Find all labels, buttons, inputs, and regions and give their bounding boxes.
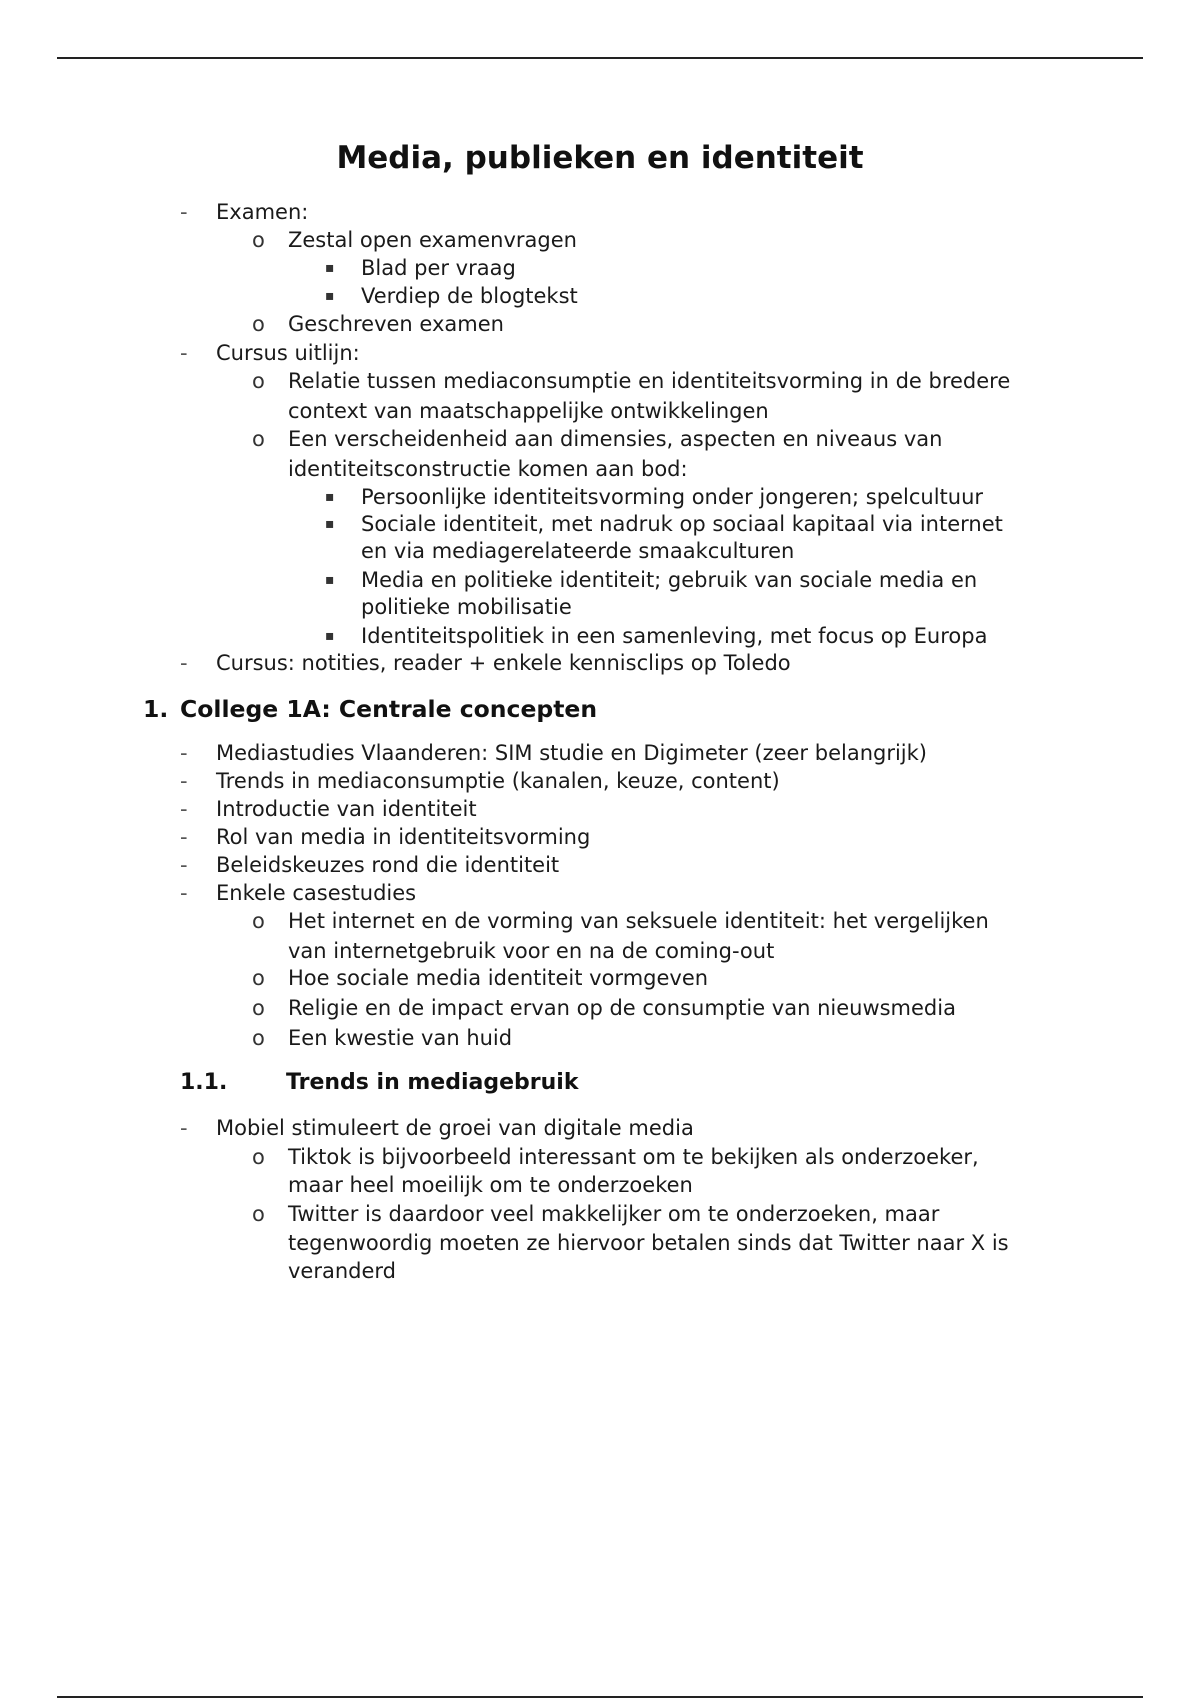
list-item: Beleidskeuzes rond die identiteit bbox=[216, 853, 560, 877]
circle-bullet: o bbox=[252, 1026, 265, 1050]
list-item-case-social-media: Hoe sociale media identiteit vormgeven bbox=[288, 966, 709, 990]
list-item: Rol van media in identiteitsvorming bbox=[216, 825, 591, 849]
circle-bullet: o bbox=[252, 1145, 265, 1169]
dash-bullet: - bbox=[180, 200, 188, 224]
list-item-course-materials: Cursus: notities, reader + enkele kennisclips op Toledo bbox=[216, 651, 791, 675]
circle-bullet: o bbox=[252, 1202, 265, 1226]
list-item-case-skin: Een kwestie van huid bbox=[288, 1026, 513, 1050]
list-item: Enkele casestudies bbox=[216, 881, 417, 905]
circle-bullet: o bbox=[252, 369, 265, 393]
square-bullet: ▪ bbox=[325, 572, 335, 588]
list-item: Trends in mediaconsumptie (kanalen, keuze, content) bbox=[216, 769, 780, 793]
square-bullet: ▪ bbox=[325, 628, 335, 644]
circle-bullet: o bbox=[252, 909, 265, 933]
list-item-case-sexual-identity: Het internet en de vorming van seksuele identiteit: het vergelijken bbox=[288, 909, 989, 933]
page-title: Media, publieken en identiteit bbox=[336, 140, 864, 176]
list-item-blog-text: Verdiep de blogtekst bbox=[361, 284, 578, 308]
list-item-tiktok: Tiktok is bijvoorbeeld interessant om te bekijken als onderzoeker, bbox=[288, 1145, 979, 1169]
list-item-diversity: Een verscheidenheid aan dimensies, aspecten en niveaus van bbox=[288, 427, 943, 451]
list-item-topic-social-cont: en via mediagerelateerde smaakculturen bbox=[361, 539, 795, 563]
dash-bullet: - bbox=[180, 797, 188, 821]
dash-bullet: - bbox=[180, 825, 188, 849]
square-bullet: ▪ bbox=[325, 260, 335, 276]
list-item-mobile: Mobiel stimuleert de groei van digitale media bbox=[216, 1116, 694, 1140]
section-1-1-number: 1.1. bbox=[180, 1070, 228, 1095]
list-item-topic-political: Media en politieke identiteit; gebruik van sociale media en bbox=[361, 568, 978, 592]
dash-bullet: - bbox=[180, 881, 188, 905]
square-bullet: ▪ bbox=[325, 288, 335, 304]
list-item: Introductie van identiteit bbox=[216, 797, 477, 821]
list-item-course-outline: Cursus uitlijn: bbox=[216, 341, 360, 365]
list-item: Mediastudies Vlaanderen: SIM studie en Digimeter (zeer belangrijk) bbox=[216, 741, 927, 765]
list-item-topic-social: Sociale identiteit, met nadruk op sociaal kapitaal via internet bbox=[361, 512, 1003, 536]
list-item-case-religion: Religie en de impact ervan op de consumptie van nieuwsmedia bbox=[288, 996, 956, 1020]
dash-bullet: - bbox=[180, 341, 188, 365]
circle-bullet: o bbox=[252, 996, 265, 1020]
dash-bullet: - bbox=[180, 853, 188, 877]
footer-rule bbox=[57, 1696, 1143, 1698]
circle-bullet: o bbox=[252, 966, 265, 990]
list-item-exam: Examen: bbox=[216, 200, 309, 224]
list-item-diversity-cont: identiteitsconstructie komen aan bod: bbox=[288, 457, 688, 481]
list-item-twitter: Twitter is daardoor veel makkelijker om te onderzoeken, maar bbox=[288, 1202, 940, 1226]
dash-bullet: - bbox=[180, 651, 188, 675]
circle-bullet: o bbox=[252, 427, 265, 451]
circle-bullet: o bbox=[252, 228, 265, 252]
dash-bullet: - bbox=[180, 741, 188, 765]
list-item-tiktok-cont: maar heel moeilijk om te onderzoeken bbox=[288, 1173, 693, 1197]
list-item-case-sexual-identity-cont: van internetgebruik voor en na de coming-out bbox=[288, 939, 775, 963]
list-item-relation-cont: context van maatschappelijke ontwikkelingen bbox=[288, 399, 769, 423]
list-item-topic-identity-politics: Identiteitspolitiek in een samenleving, met focus op Europa bbox=[361, 624, 988, 648]
list-item-written-exam: Geschreven examen bbox=[288, 312, 504, 336]
square-bullet: ▪ bbox=[325, 516, 335, 532]
list-item-topic-political-cont: politieke mobilisatie bbox=[361, 595, 572, 619]
list-item-topic-personal: Persoonlijke identiteitsvorming onder jongeren; spelcultuur bbox=[361, 485, 984, 509]
circle-bullet: o bbox=[252, 312, 265, 336]
square-bullet: ▪ bbox=[325, 489, 335, 505]
list-item-sheet-per-question: Blad per vraag bbox=[361, 256, 516, 280]
list-item-open-questions: Zestal open examenvragen bbox=[288, 228, 577, 252]
header-rule bbox=[57, 57, 1143, 59]
list-item-relation: Relatie tussen mediaconsumptie en identiteitsvorming in de bredere bbox=[288, 369, 1011, 393]
section-1-1-heading: Trends in mediagebruik bbox=[286, 1070, 579, 1095]
dash-bullet: - bbox=[180, 769, 188, 793]
section-1-number: 1. bbox=[143, 695, 169, 723]
dash-bullet: - bbox=[180, 1116, 188, 1140]
list-item-twitter-cont: tegenwoordig moeten ze hiervoor betalen sinds dat Twitter naar X is bbox=[288, 1231, 1009, 1255]
section-1-heading: College 1A: Centrale concepten bbox=[180, 695, 598, 723]
list-item-twitter-cont-2: veranderd bbox=[288, 1259, 397, 1283]
